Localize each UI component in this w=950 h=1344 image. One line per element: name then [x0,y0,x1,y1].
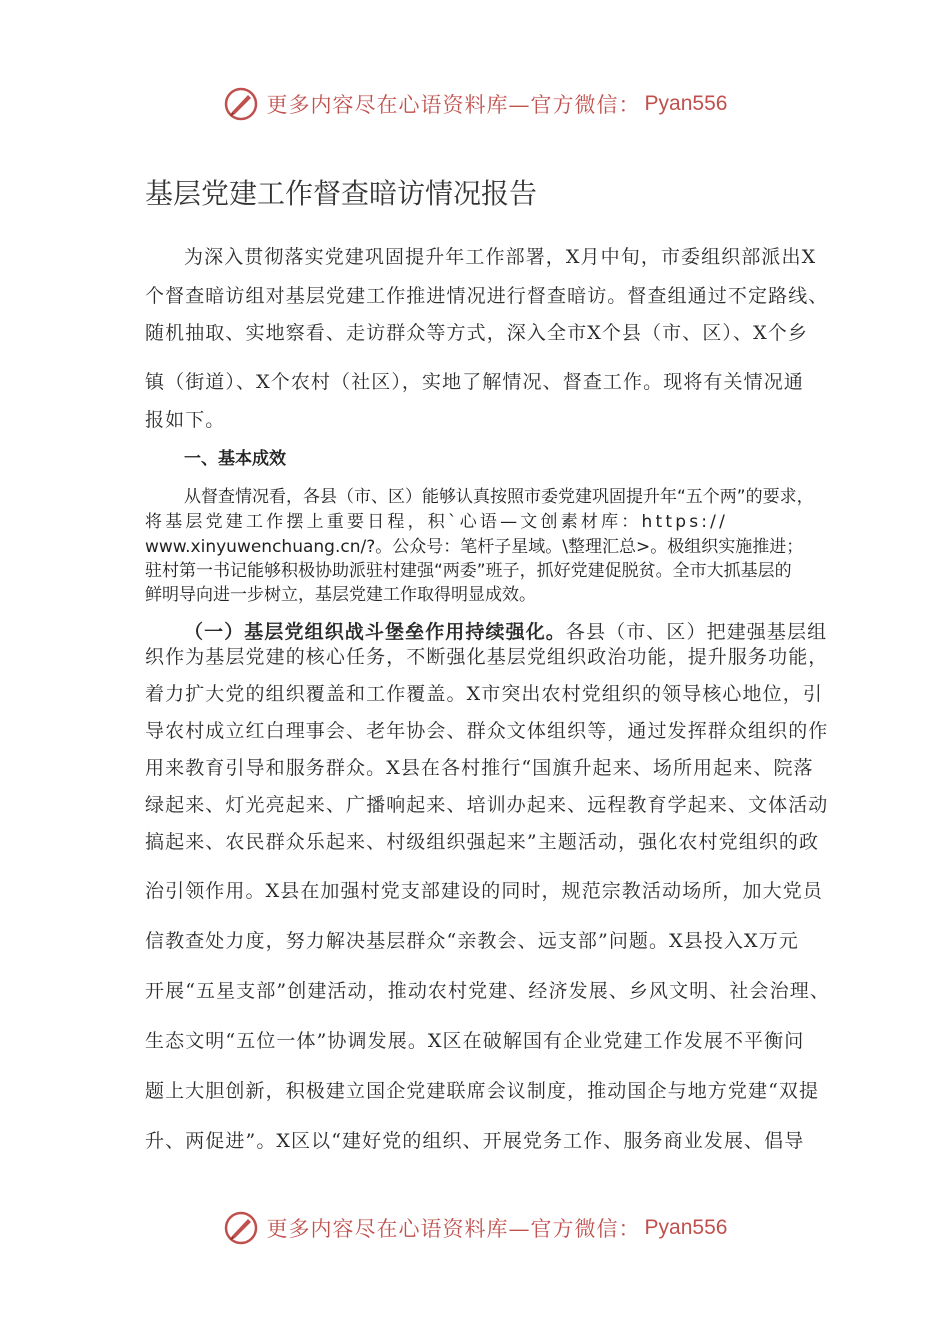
intro-line: 报如下。 [145,409,226,431]
banner-wechat-id: Pyan556 [644,92,728,115]
intro-line: 为深入贯彻落实党建巩固提升年工作部署，X月中旬，市委组织部派出X [184,246,817,268]
subsection-line: 用来教育引导和服务群众。X县在各村推行“国旗升起来、场所用起来、院落 [145,757,814,779]
subsection-line: 着力扩大党的组织覆盖和工作覆盖。X市突出农村党组织的领导核心地位，引 [145,683,823,705]
banner-wechat-id: Pyan556 [644,1216,728,1239]
section1-line: 从督查情况看，各县（市、区）能够认真按照市委党建巩固提升年“五个两”的要求， [184,487,814,507]
intro-line: 个督查暗访组对基层党建工作推进情况进行督查暗访。督查组通过不定路线、 [145,285,829,307]
section1-line: 驻村第一书记能够积极协助派驻村建强“两委”班子，抓好党建促脱贫。全市大抓基层的 [145,561,792,581]
header-banner [0,82,950,126]
pen-logo-icon [223,86,259,122]
section1-line: 将基层党建工作摆上重要日程，积`心语—文创素材库：https:// [145,512,729,532]
subsection-line: 搞起来、农民群众乐起来、村级组织强起来”主题活动，强化农村党组织的政 [145,831,820,853]
subsection-line: 题上大胆创新，积极建立国企党建联席会议制度，推动国企与地方党建“双提 [145,1080,820,1102]
subsection-first-line [184,617,828,644]
subsection-line: 开展“五星支部”创建活动，推动农村党建、经济发展、乡风文明、社会治理、 [145,980,830,1002]
subsection-line: 升、两促进”。X区以“建好党的组织、开展党务工作、服务商业发展、倡导 [145,1130,805,1152]
section1-line: www.xinyuwenchuang.cn/?。公众号：笔杆子星域。\整理汇总>。极组织实施推进； [145,537,804,557]
pen-logo-icon [223,1210,259,1246]
subsection-line: 绿起来、灯光亮起来、广播响起来、培训办起来、远程教育学起来、文体活动 [145,794,829,816]
banner-text: 更多内容尽在心语资料库—官方微信： [266,1217,641,1241]
section1-line: 鲜明导向进一步树立，基层党建工作取得明显成效。 [145,585,536,605]
subsection-line: 导农村成立红白理事会、老年协会、群众文体组织等，通过发挥群众组织的作 [145,720,829,742]
subsection-line: 信教查处力度，努力解决基层群众“亲教会、远支部”问题。X县投入X万元 [145,930,799,952]
footer-banner [0,1206,950,1250]
intro-line: 镇（街道）、X个农村（社区），实地了解情况、督查工作。现将有关情况通 [145,371,804,393]
banner-text: 更多内容尽在心语资料库—官方微信： [266,93,641,117]
section-heading: 一、基本成效 [184,449,286,469]
subsection-line-rest: 各县（市、区）把建强基层组 [565,621,828,643]
subsection-line: 治引领作用。X县在加强村党支部建设的同时，规范宗教活动场所，加大党员 [145,880,823,902]
subsection-heading: （一）基层党组织战斗堡垒作用持续强化。 [184,621,566,643]
intro-line: 随机抽取、实地察看、走访群众等方式，深入全市X个县（市、区）、X个乡 [145,322,808,344]
subsection-line: 织作为基层党建的核心任务，不断强化基层党组织政治功能，提升服务功能， [145,646,829,668]
subsection-line: 生态文明“五位一体”协调发展。X区在破解国有企业党建工作发展不平衡问 [145,1030,805,1052]
document-title: 基层党建工作督查暗访情况报告 [145,177,538,210]
